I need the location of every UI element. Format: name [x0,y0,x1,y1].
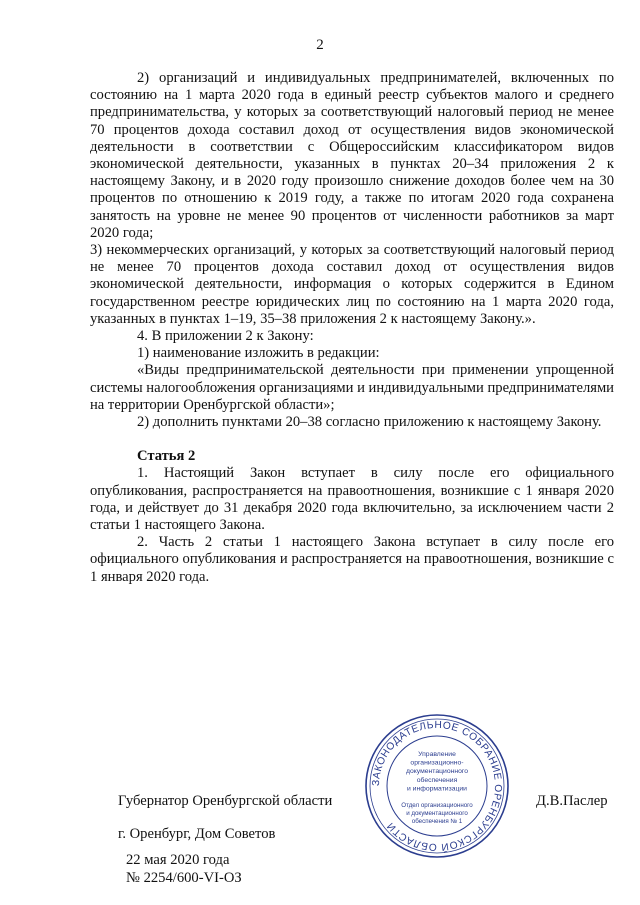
seal-inner-line: обеспечения [416,776,458,784]
seal-inner-line: документационного [405,768,469,776]
document-body [90,70,614,586]
law-number: № 2254/600-VI-ОЗ [126,870,242,886]
paragraph: 1) наименование изложить в редакции: [137,345,380,362]
paragraph: 4. В приложении 2 к Закону: [137,328,314,345]
paragraph: 2. Часть 2 статьи 1 настоящего Закона вступает в силу после его официального опубликования и распространяется на правоотношения, возникшие с 1 января 2020 года. [90,534,614,585]
signatory-name: Д.В.Паслер [536,793,608,809]
seal-ring-text: ЗАКОНОДАТЕЛЬНОЕ СОБРАНИЕ ОРЕНБУРГСКОЙ ОБЛАСТИ [370,719,504,853]
article-heading: Статья 2 [137,448,196,465]
seal-inner-line: и информатизации [407,785,467,793]
seal-inner-line: Управление [418,751,456,758]
paragraph: 2) организаций и индивидуальных предпринимателей, включенных по состоянию на 1 марта 2020 года в единый реестр субъектов малого и среднего предпринимательства, у которых за соответствующий налоговый период не менее 70 процентов дохода составил доход от осуществления видов экономической деятельности в соответствии с Общероссийским классификатором видов экономической деятельности, указанных в пунктах 20–34 приложения 2 к настоящему Закону, и в 2020 году произошло снижение доходов более чем на 30 процентов по отношению к 2019 году, а также по итогам 2020 года сохранена занятость на уровне не менее 90 процентов от численности работников за март 2020 года; [90,70,614,241]
signing-date: 22 мая 2020 года [126,852,230,868]
paragraph: «Виды предпринимательской деятельности при применении упрощенной системы налогообложения организациями и индивидуальными предпринимателями на территории Оренбургской области»; [90,362,614,413]
seal-bottom-line: и документационного [406,810,468,817]
paragraph: 3) некоммерческих организаций, у которых за соответствующий налоговый период не менее 70 процентов дохода составил доход от осуществления видов экономической деятельности, информация о которых содержится в Едином государственном реестре юридических лиц по состоянию на 1 марта 2020 года, указанных в пунктах 1–19, 35–38 приложения 2 к настоящему Закону.». [90,242,614,327]
official-seal [363,712,511,860]
paragraph: 1. Настоящий Закон вступает в силу после его официального опубликования, распространяется на правоотношения, возникшие с 1 января 2020 года, и действует до 31 декабря 2020 года включительно, за исключением части 2 статьи 1 настоящего Закона. [90,465,614,534]
paragraph: 2) дополнить пунктами 20–38 согласно приложению к настоящему Закону. [137,414,602,431]
signing-place: г. Оренбург, Дом Советов [118,826,276,842]
page-number: 2 [316,37,324,53]
seal-inner-line: организационно- [410,759,464,767]
seal-bottom-line: Отдел организационного [401,802,473,809]
seal-bottom-line: обеспечения № 1 [411,818,463,825]
signatory-title: Губернатор Оренбургской области [118,793,333,809]
